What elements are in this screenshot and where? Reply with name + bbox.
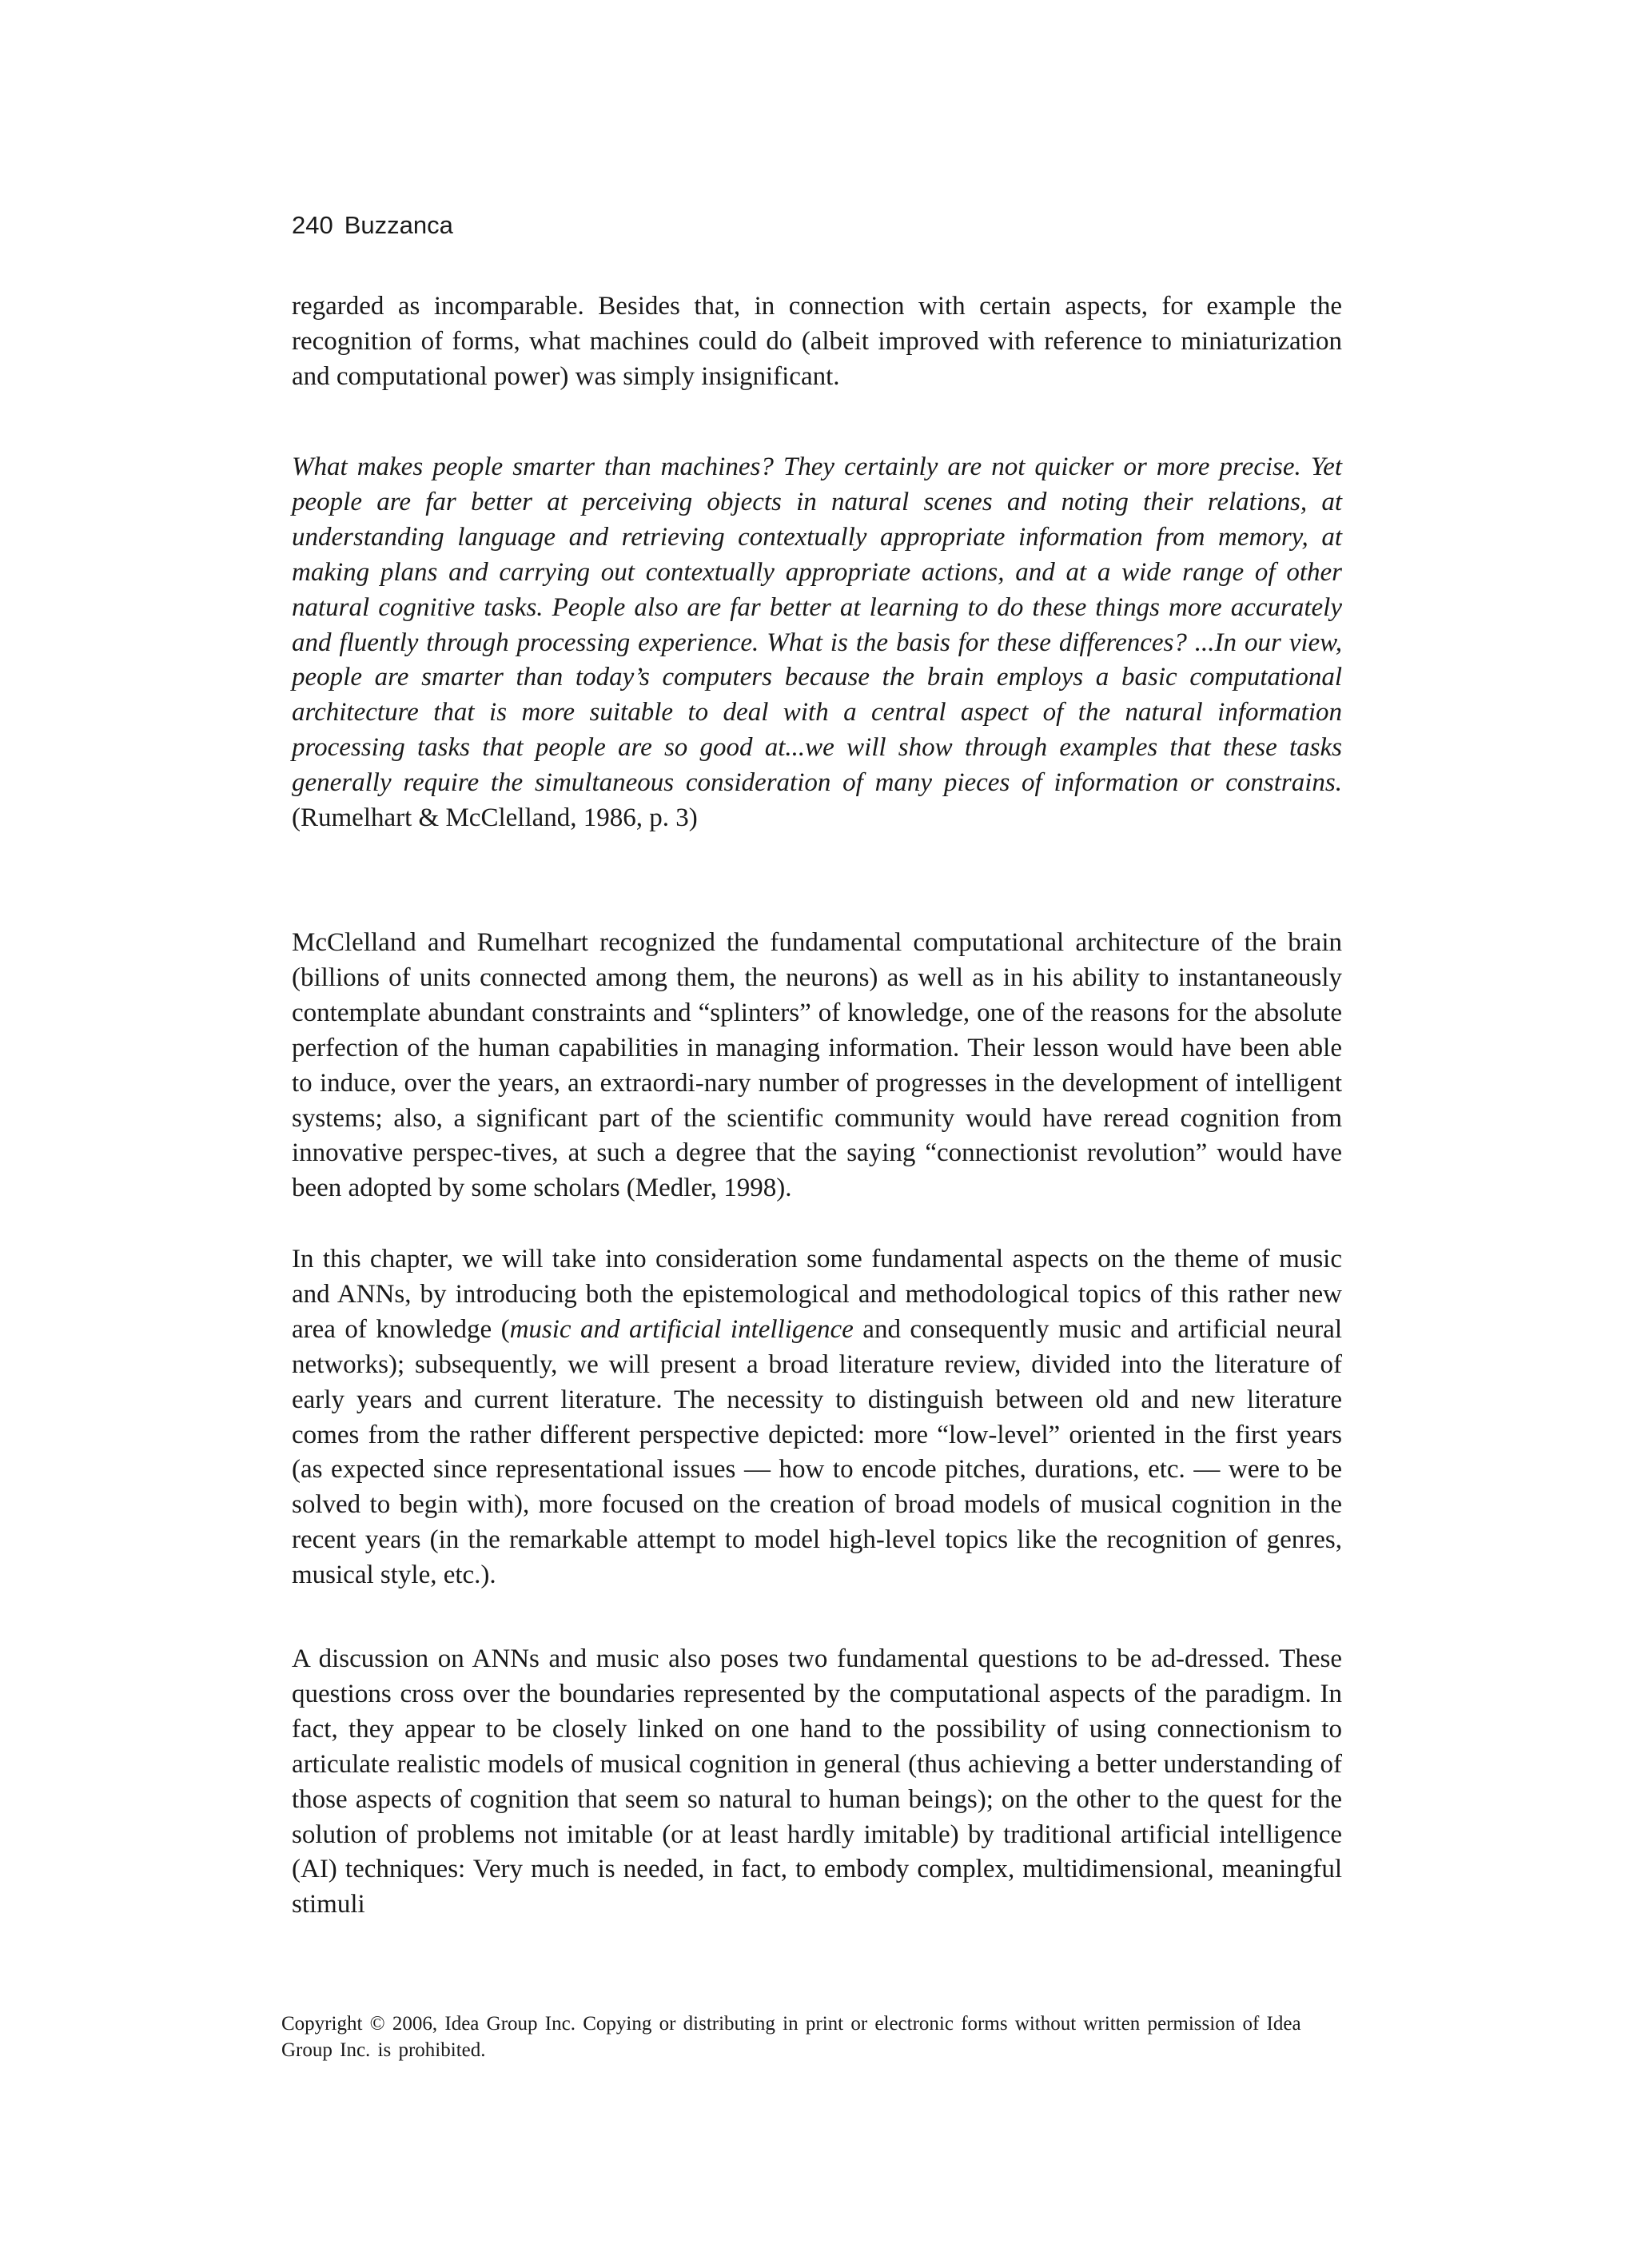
page-number: 240 xyxy=(292,211,333,239)
paragraph-chapter-body xyxy=(292,1242,1342,1593)
intro-paragraph-text: regarded as incomparable. Besides that, in connection with certain aspects, for example the recognition of forms, what machines could do (albeit improved with reference to miniaturization and computational power) was simply insignificant. xyxy=(292,292,1342,391)
paragraph-discussion-text: A discussion on ANNs and music also poses two fundamental questions to be ad-dressed. These questions cross over the boundaries represented by the computational aspects of the paradigm. In fact, they appear to be closely linked on one hand to the possibility of using connectionism to articulate realistic models of musical cognition in general (thus achieving a better understanding of those aspects of cognition that seem so natural to human beings); on the other to the quest for the solution of problems not imitable (or at least hardly imitable) by traditional artificial intelligence (AI) techniques: Very much is needed, in fact, to embody complex, multidimensional, meaningful stimuli xyxy=(292,1644,1342,1919)
quote-text: What makes people smarter than machines? They certainly are not quicker or more precise. Yet people are far better at perceiving objects in natural scenes and noting their relations, at understanding language and retrieving contextually appropriate information from memory, at making plans and carrying out contextually appropriate actions, and at a wide range of other natural cognitive tasks. People also are far better at learning to do these things more accurately and fluently through processing experience. What is the basis for these differences? ...In our view, people are smarter than today’s computers because the brain employs a basic computational architecture that is more suitable to deal with a central aspect of the natural information processing tasks that people are so good at...we will show through examples that these tasks generally require the simultaneous consideration of many pieces of information or constrains. xyxy=(292,452,1342,798)
block-quote-body xyxy=(292,450,1342,836)
copyright-footer xyxy=(281,2011,1320,2063)
paragraph-discussion xyxy=(292,1642,1342,1923)
chapter-text-emphasis: music and artificial intelligence xyxy=(509,1314,854,1344)
paragraph-chapter-overview xyxy=(292,1242,1342,1593)
intro-paragraph xyxy=(292,289,1342,395)
block-quote xyxy=(292,450,1342,836)
chapter-text-before: In this chapter, we will take into consideration some fundamental aspects on the theme of music and ANNs, by introducing both the epistemological and methodological topics of this rather new area of knowledge ( xyxy=(292,1245,1342,1344)
running-head xyxy=(292,209,453,241)
chapter-text-after: and consequently music and artificial neural networks); subsequently, we will present a broad literature review, divided into the literature of early years and current literature. The necessity to distinguish between old and new literature comes from the rather different perspective depicted: more “low-level” oriented in the first years (as expected since representational issues — how to encode pitches, durations, etc. — were to be solved to begin with), more focused on the creation of broad models of musical cognition in the recent years (in the remarkable attempt to model high-level topics like the recognition of genres, musical style, etc.). xyxy=(292,1314,1343,1590)
running-title: Buzzanca xyxy=(344,211,453,239)
paragraph-mcclelland-text: McClelland and Rumelhart recognized the fundamental computational architecture of the brain (billions of units connected among them, the neurons) as well as in his ability to instantaneously contemplate abundant constraints and “splinters” of knowledge, one of the reasons for the absolute perfection of the human capabilities in managing information. Their lesson would have been able to induce, over the years, an extraordi-nary number of progresses in the development of intelligent systems; also, a significant part of the scientific community would have reread cognition from innovative perspec-tives, at such a degree that the saying “connectionist revolution” would have been adopted by some scholars (Medler, 1998). xyxy=(292,928,1342,1203)
quote-citation: (Rumelhart & McClelland, 1986, p. 3) xyxy=(292,803,698,833)
paragraph-mcclelland xyxy=(292,926,1342,1206)
copyright-notice: Copyright © 2006, Idea Group Inc. Copying or distributing in print or electronic forms without written permission of Idea Group Inc. is prohibited. xyxy=(281,2013,1301,2061)
